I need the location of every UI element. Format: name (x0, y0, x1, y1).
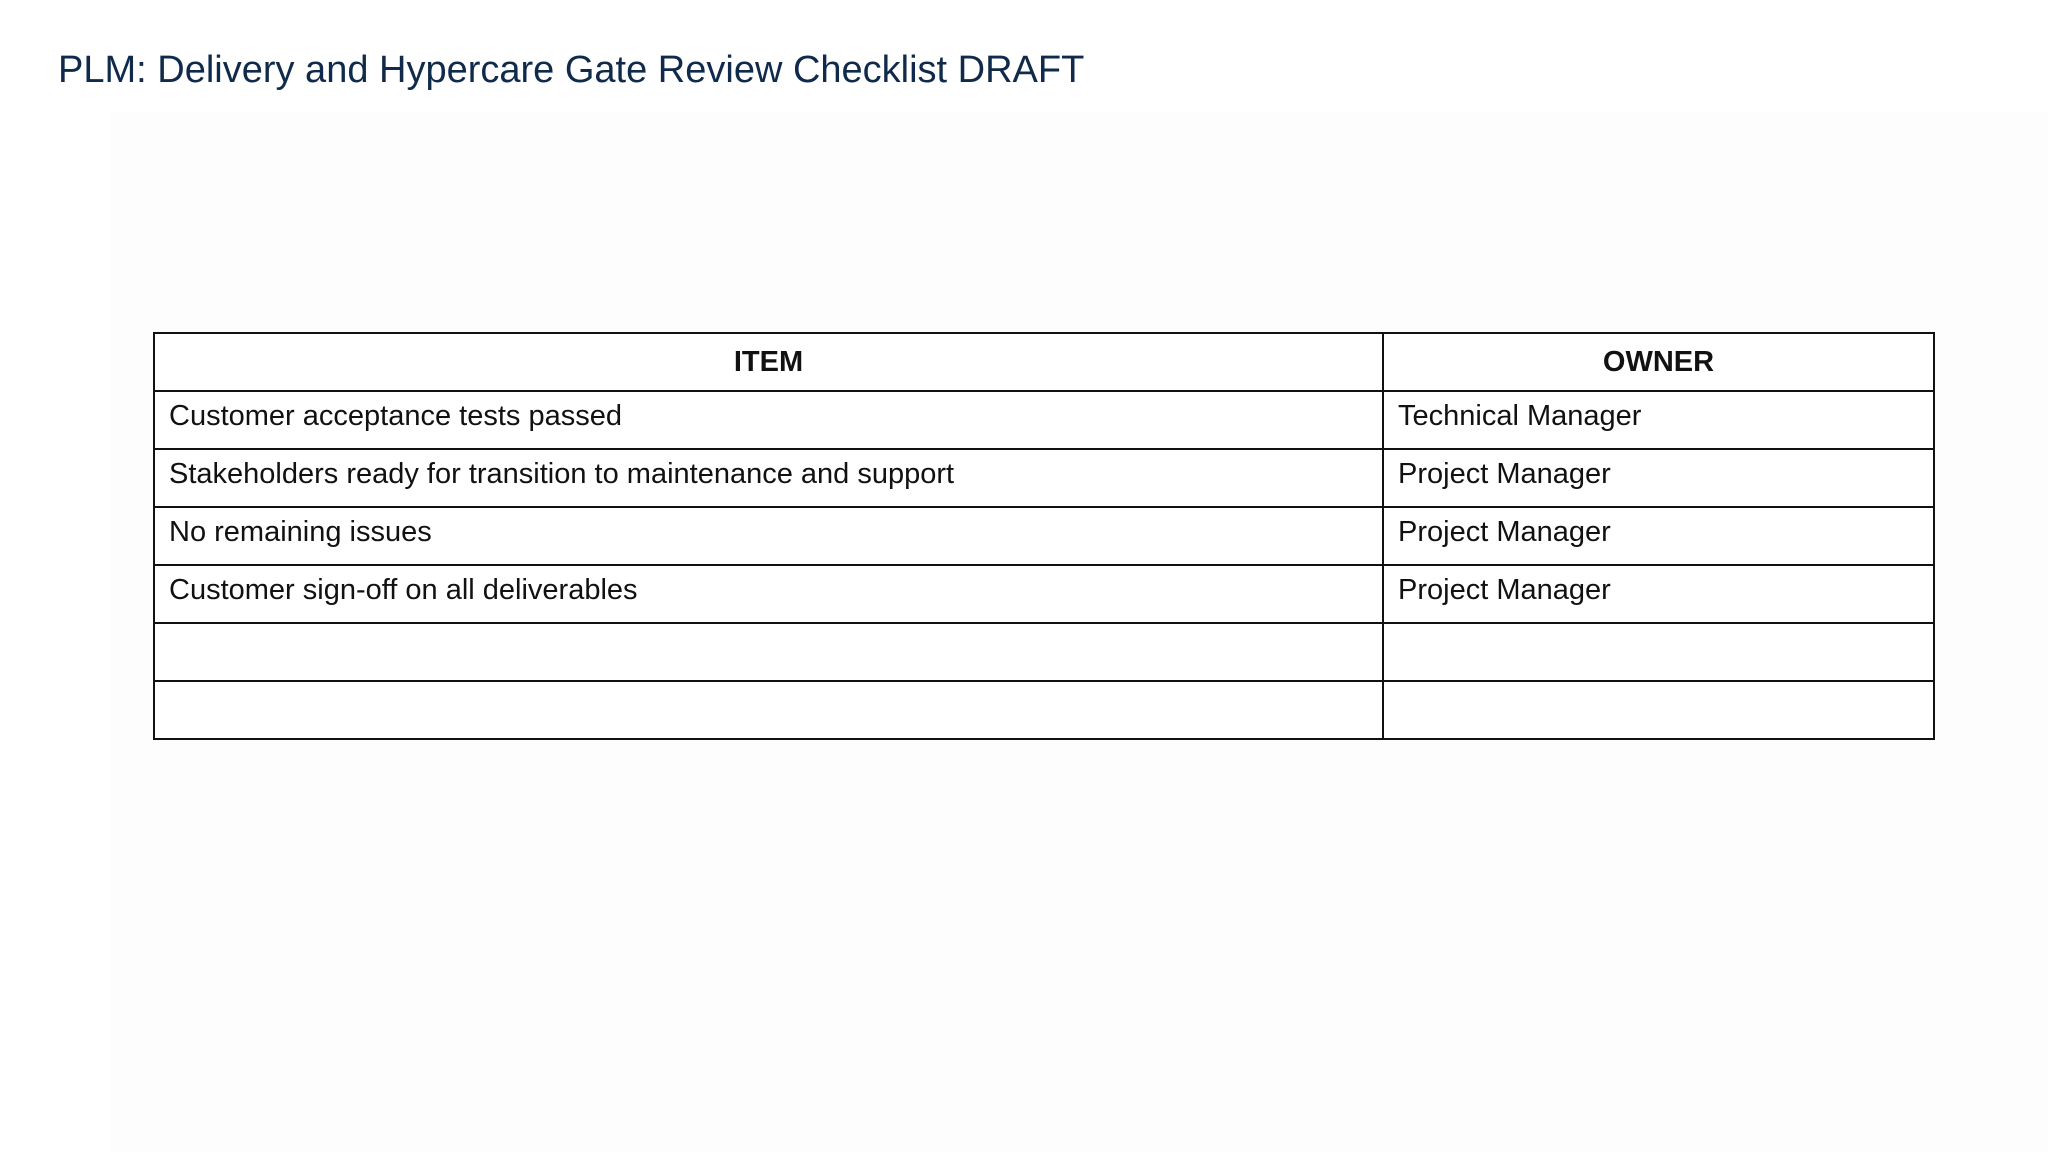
item-cell: Customer sign-off on all deliverables (154, 565, 1383, 623)
owner-cell (1383, 623, 1934, 681)
item-cell: No remaining issues (154, 507, 1383, 565)
owner-cell: Technical Manager (1383, 391, 1934, 449)
item-cell: Customer acceptance tests passed (154, 391, 1383, 449)
column-header-owner: OWNER (1383, 333, 1934, 391)
owner-cell (1383, 681, 1934, 739)
table-row (154, 391, 1934, 449)
item-cell (154, 681, 1383, 739)
owner-cell: Project Manager (1383, 565, 1934, 623)
table-header-row (154, 333, 1934, 391)
table-row (154, 507, 1934, 565)
table-row (154, 565, 1934, 623)
item-cell: Stakeholders ready for transition to maintenance and support (154, 449, 1383, 507)
table-row (154, 681, 1934, 739)
checklist-table (153, 332, 1935, 740)
table-row (154, 623, 1934, 681)
owner-cell: Project Manager (1383, 449, 1934, 507)
table-row (154, 449, 1934, 507)
item-cell (154, 623, 1383, 681)
owner-cell: Project Manager (1383, 507, 1934, 565)
column-header-item: ITEM (154, 333, 1383, 391)
page-title: PLM: Delivery and Hypercare Gate Review Checklist DRAFT (58, 49, 1085, 91)
